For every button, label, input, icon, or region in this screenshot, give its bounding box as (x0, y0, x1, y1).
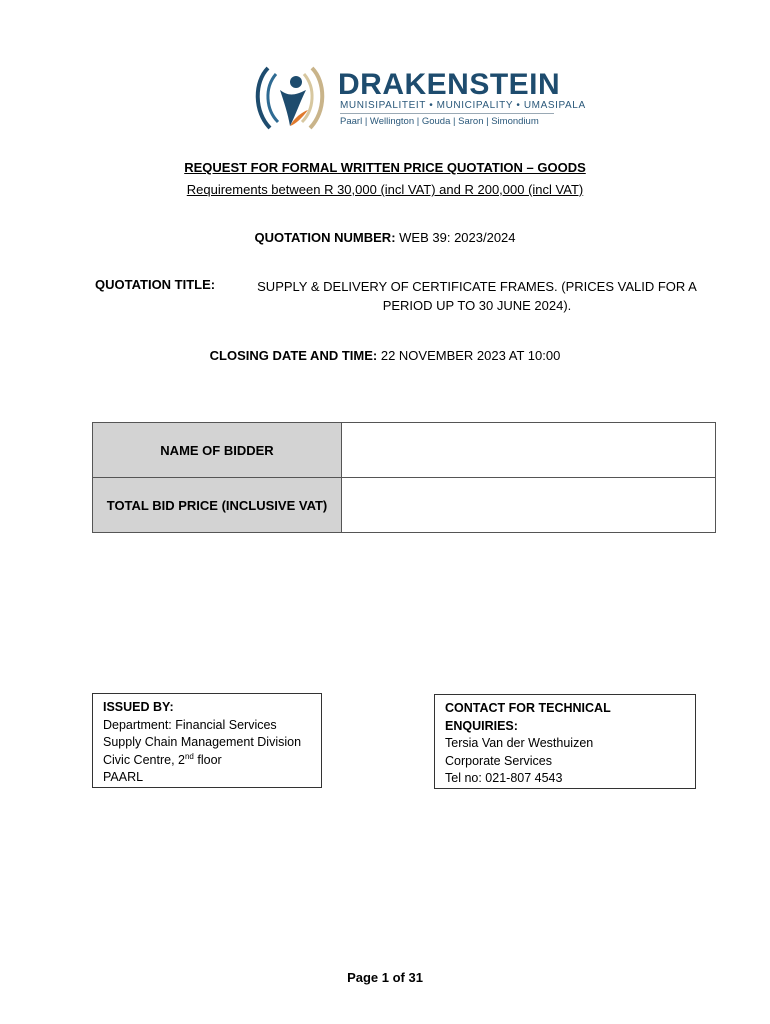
closing-date-value: 22 NOVEMBER 2023 AT 10:00 (380, 348, 561, 363)
contact-department: Corporate Services (445, 753, 552, 768)
quotation-title-label: QUOTATION TITLE: (95, 277, 216, 292)
page-number-label: Page 1 of 31 (347, 970, 423, 985)
logo-towns: Paarl | Wellington | Gouda | Saron | Simondium (340, 116, 539, 127)
issued-by-heading: ISSUED BY: (103, 700, 174, 714)
document-title: REQUEST FOR FORMAL WRITTEN PRICE QUOTATION – GOODS (184, 160, 586, 175)
location-prefix: Civic Centre, 2 (103, 752, 185, 767)
bidder-name-label: NAME OF BIDDER (93, 423, 342, 478)
issued-by-location (103, 752, 311, 770)
contact-box (434, 694, 696, 789)
closing-date (0, 348, 770, 363)
bid-table (92, 422, 716, 533)
quotation-number-value: WEB 39: 2023/2024 (399, 230, 516, 245)
table-row (93, 423, 716, 478)
quotation-number (0, 230, 770, 245)
quotation-number-label: QUOTATION NUMBER: (254, 230, 396, 245)
issued-by-department: Department: Financial Services (103, 717, 277, 732)
total-bid-price-label: TOTAL BID PRICE (INCLUSIVE VAT) (93, 478, 342, 533)
issued-by-division: Supply Chain Management Division (103, 735, 302, 749)
location-ordinal: nd (184, 751, 194, 761)
document-subtitle: Requirements between R 30,000 (incl VAT) and R 200,000 (incl VAT) (186, 182, 584, 197)
issued-by-city: PAARL (103, 770, 144, 784)
logo-divider (340, 113, 554, 114)
table-row (93, 478, 716, 533)
closing-date-label: CLOSING DATE AND TIME: (209, 348, 378, 363)
total-bid-price-field[interactable] (342, 478, 716, 533)
logo-tagline: MUNISIPALITEIT • MUNICIPALITY • UMASIPALA (340, 100, 586, 111)
quotation-title-value: SUPPLY & DELIVERY OF CERTIFICATE FRAMES. (PRICES VALID FOR A PERIOD UP TO 30 JUNE 2024). (257, 279, 697, 313)
issued-by-box (92, 693, 322, 788)
page-number (0, 970, 770, 985)
bidder-name-field[interactable] (342, 423, 716, 478)
contact-heading: CONTACT FOR TECHNICAL ENQUIRIES: (445, 701, 611, 733)
drakenstein-emblem-icon (250, 60, 330, 135)
contact-phone: Tel no: 021-807 4543 (445, 771, 563, 785)
municipality-logo (250, 60, 586, 135)
contact-name: Tersia Van der Westhuizen (445, 736, 594, 750)
location-suffix: floor (193, 752, 222, 767)
logo-wordmark: DRAKENSTEIN (338, 68, 561, 101)
